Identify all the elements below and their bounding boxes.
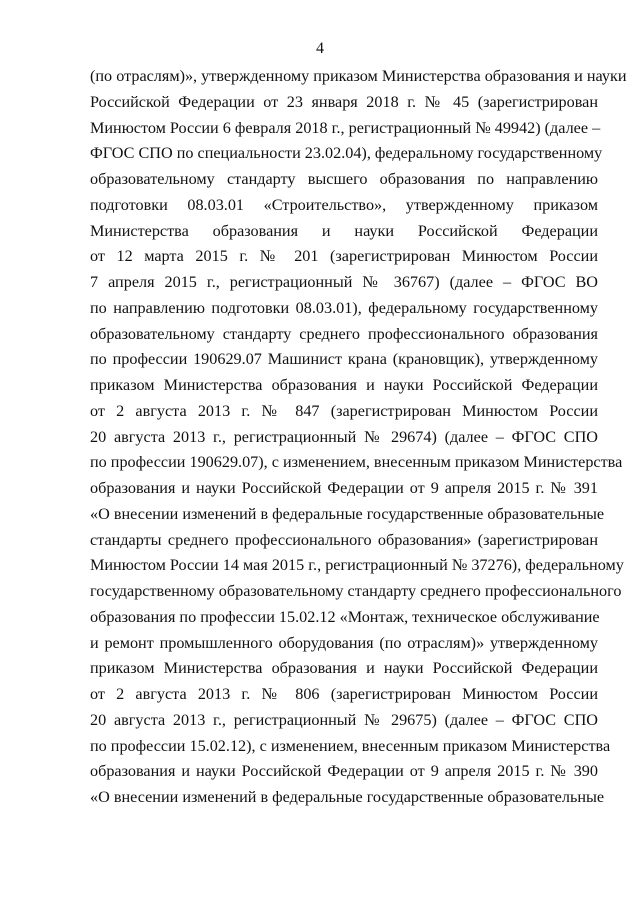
text-line: ФГОС СПО по специальности 23.02.04), федеральному государственному	[90, 144, 603, 163]
text-line: Российской Федерации от 23 января 2018 г. № 45 (зарегистрирован	[90, 92, 598, 111]
text-line: приказом Министерства образования и науки Российской Федерации	[90, 376, 598, 394]
text-line: Минюстом России 14 мая 2015 г., регистрационный № 37276), федеральному	[90, 556, 624, 575]
text-line: от 2 августа 2013 г. № 847 (зарегистрирован Минюстом России	[90, 401, 598, 420]
text-line: стандарты среднего профессионального образования» (зарегистрирован	[90, 530, 598, 549]
text-line: образовательному стандарту высшего образования по направлению	[90, 170, 598, 188]
text-line: 7 апреля 2015 г., регистрационный № 36767) (далее – ФГОС ВО	[90, 273, 598, 291]
text-line: государственному образовательному стандарту среднего профессионального	[90, 582, 622, 600]
page-number: 4	[316, 40, 324, 57]
text-line: (по отраслям)», утвержденному приказом Министерства образования и науки	[90, 67, 627, 85]
text-line: по направлению подготовки 08.03.01), федеральному государственному	[90, 298, 598, 317]
text-line: от 12 марта 2015 г. № 201 (зарегистрирован Минюстом России	[90, 247, 598, 266]
text-line: «О внесении изменений в федеральные государственные образовательные	[90, 788, 605, 806]
text-line: Минюстом России 6 февраля 2018 г., регистрационный № 49942) (далее –	[90, 118, 601, 137]
text-line: образовательному стандарту среднего профессионального образования	[90, 324, 598, 343]
text-line: приказом Министерства образования и науки Российской Федерации	[90, 659, 598, 678]
text-line: подготовки 08.03.01 «Строительство», утвержденному приказом	[90, 195, 598, 214]
text-line: по профессии 15.02.12), с изменением, внесенным приказом Министерства	[90, 736, 611, 755]
text-line: образования по профессии 15.02.12 «Монтаж, техническое обслуживание	[90, 607, 600, 626]
text-line: «О внесении изменений в федеральные государственные образовательные	[90, 504, 605, 523]
text-line: по профессии 190629.07), с изменением, внесенным приказом Министерства	[90, 453, 623, 472]
text-line: по профессии 190629.07 Машинист крана (крановщик), утвержденному	[90, 350, 598, 369]
text-line: от 2 августа 2013 г. № 806 (зарегистрирован Минюстом России	[90, 685, 598, 703]
text-line: образования и науки Российской Федерации от 9 апреля 2015 г. № 391	[90, 479, 598, 497]
text-line: и ремонт промышленного оборудования (по отраслям)» утвержденному	[90, 633, 598, 652]
body-text	[90, 64, 627, 811]
text-line: образования и науки Российской Федерации от 9 апреля 2015 г. № 390	[90, 762, 598, 781]
text-line: Министерства образования и науки Российской Федерации	[90, 221, 598, 240]
text-line: 20 августа 2013 г., регистрационный № 29675) (далее – ФГОС СПО	[90, 710, 598, 729]
text-line: 20 августа 2013 г., регистрационный № 29674) (далее – ФГОС СПО	[90, 427, 598, 446]
